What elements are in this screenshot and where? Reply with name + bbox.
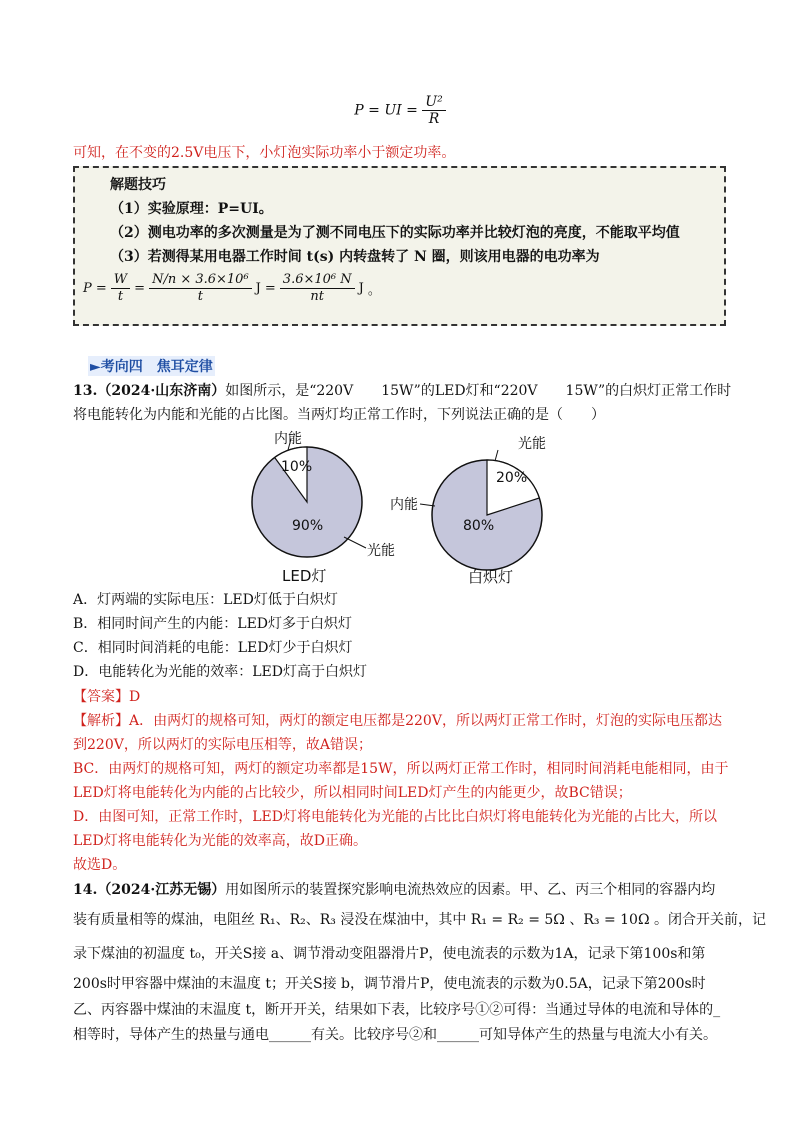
q13-answer: 【答案】D: [73, 689, 141, 705]
tips-line-1: （1）实验原理：P=UI。: [110, 201, 273, 217]
q14-line-1: [73, 880, 730, 900]
tips-box: [73, 166, 726, 326]
inc-label-inner: 内能: [390, 497, 418, 513]
q13-option-b: B．相同时间产生的内能：LED灯多于白炽灯: [73, 616, 353, 632]
q13-analysis-7: 故选D。: [73, 857, 127, 873]
q13-option-d: D．电能转化为光能的效率：LED灯高于白炽灯: [73, 664, 367, 680]
formula-fraction: [422, 94, 445, 127]
inc-chart-title: 白炽灯: [468, 568, 514, 586]
tips-eq2: =: [264, 281, 276, 296]
top-formula: [0, 94, 800, 127]
led-chart-title: LED灯: [282, 567, 327, 585]
tips-frac-right-den: nt: [310, 289, 325, 304]
q13-number: 13.: [73, 383, 98, 399]
q14-text-3: 录下煤油的初温度 t₀，开关S接 a、调节滑动变阻器滑片P，使电流表的示数为1A，记录下第100s和第: [73, 946, 706, 962]
q13-stem-2: 将电能转化为内能和光能的占比图。当两灯均正常工作时，下列说法正确的是（ ）: [73, 407, 605, 423]
q13-analysis-2: 到220V，所以两灯的实际电压相等，故A错误；: [73, 737, 372, 753]
q13-analysis-6: LED灯将电能转化为光能的效率高，故D正确。: [73, 833, 367, 849]
led-label-light: 光能: [367, 543, 395, 559]
section-heading: ►考向四 焦耳定律: [88, 356, 215, 376]
formula-lhs: P = UI =: [354, 102, 418, 119]
formula-den: R: [428, 111, 440, 127]
q13-source: （2024·山东济南）: [97, 383, 226, 399]
q13-analysis-3: BC．由两灯的规格可知，两灯的额定功率都是15W，所以两灯正常工作时，相同时间消耗电能相同，由于: [73, 761, 729, 777]
led-value-inner: 10%: [281, 459, 313, 475]
q14-source: （2024·江苏无锡）: [97, 882, 226, 898]
tips-frac-right: [280, 272, 355, 305]
inc-value-inner: 80%: [463, 518, 495, 534]
q13-option-c: C．相同时间消耗的电能：LED灯少于白炽灯: [73, 640, 353, 656]
tips-eq: =: [134, 281, 146, 296]
conclusion-text: 可知，在不变的2.5V电压下，小灯泡实际功率小于额定功率。: [73, 145, 456, 161]
q14-text-6: 相等时，导体产生的热量与通电______有关。比较序号②和______可知导体产生的热量与电流大小有关。: [73, 1027, 717, 1043]
led-label-inner: 内能: [274, 431, 302, 447]
tips-frac-inner-num: N/n × 3.6×10⁶: [149, 272, 252, 289]
tips-frac-right-num: 3.6×10⁶ N: [280, 272, 355, 289]
tips-frac-w: [111, 272, 130, 305]
led-value-light: 90%: [292, 518, 324, 534]
inc-label-light: 光能: [518, 436, 546, 452]
tips-frac-w-num: W: [111, 272, 130, 289]
inc-value-light: 20%: [496, 470, 528, 486]
tips-frac-inner: [149, 272, 252, 305]
q14-number: 14.: [73, 882, 98, 898]
tips-frac-w-den: t: [117, 289, 124, 304]
tips-frac-inner-den: t: [197, 289, 203, 304]
tips-line-2: （2）测电功率的多次测量是为了测不同电压下的实际功率并比较灯泡的亮度，不能取平均值: [110, 225, 680, 241]
tips-unit2: J: [358, 281, 364, 296]
tips-end: 。: [367, 283, 381, 298]
inc-light-leader: [495, 450, 498, 461]
q13-line-1: [73, 381, 730, 401]
q13-option-a: A．灯两端的实际电压：LED灯低于白炽灯: [73, 592, 338, 608]
q13-analysis-5: D．由图可知，正常工作时，LED灯将电能转化为光能的占比比白炽灯将电能转化为光能的占比大，所以: [73, 809, 717, 825]
tips-formula: [83, 272, 381, 305]
tips-title: 解题技巧: [110, 177, 166, 193]
q14-text-2: 装有质量相等的煤油，电阻丝 R₁、R₂、R₃ 浸没在煤油中，其中 R₁ = R₂ = 5Ω 、R₃ = 10Ω 。闭合开关前，记: [73, 912, 766, 928]
led-light-leader: [344, 537, 366, 548]
tips-unit: J: [255, 281, 261, 296]
tips-line-3: （3）若测得某用电器工作时间 t(s) 内转盘转了 N 圈，则该用电器的电功率为: [110, 249, 600, 265]
tips-formula-p: P =: [83, 281, 107, 296]
q13-stem-1: 如图所示，是“220V 15W”的LED灯和“220V 15W”的白炽灯正常工作时: [225, 383, 732, 399]
formula-num: U²: [422, 94, 445, 111]
q13-analysis-1: 【解析】A．由两灯的规格可知，两灯的额定电压都是220V，所以两灯正常工作时，灯泡的实际电压都达: [73, 713, 722, 729]
q14-text-4: 200s时甲容器中煤油的末温度 t；开关S接 b，调节滑片P，使电流表的示数为0.5A，记录下第200s时: [73, 976, 706, 992]
q14-text-5: 乙、丙容器中煤油的末温度 t，断开开关，结果如下表，比较序号①②可得：当通过导体的电流和导体的_: [73, 1002, 721, 1018]
q13-analysis-4: LED灯将电能转化为内能的占比较少，所以相同时间LED灯产生的内能更少，故BC错误；: [73, 785, 632, 801]
q14-text-1: 用如图所示的装置探究影响电流热效应的因素。甲、乙、丙三个相同的容器内均: [225, 882, 716, 898]
